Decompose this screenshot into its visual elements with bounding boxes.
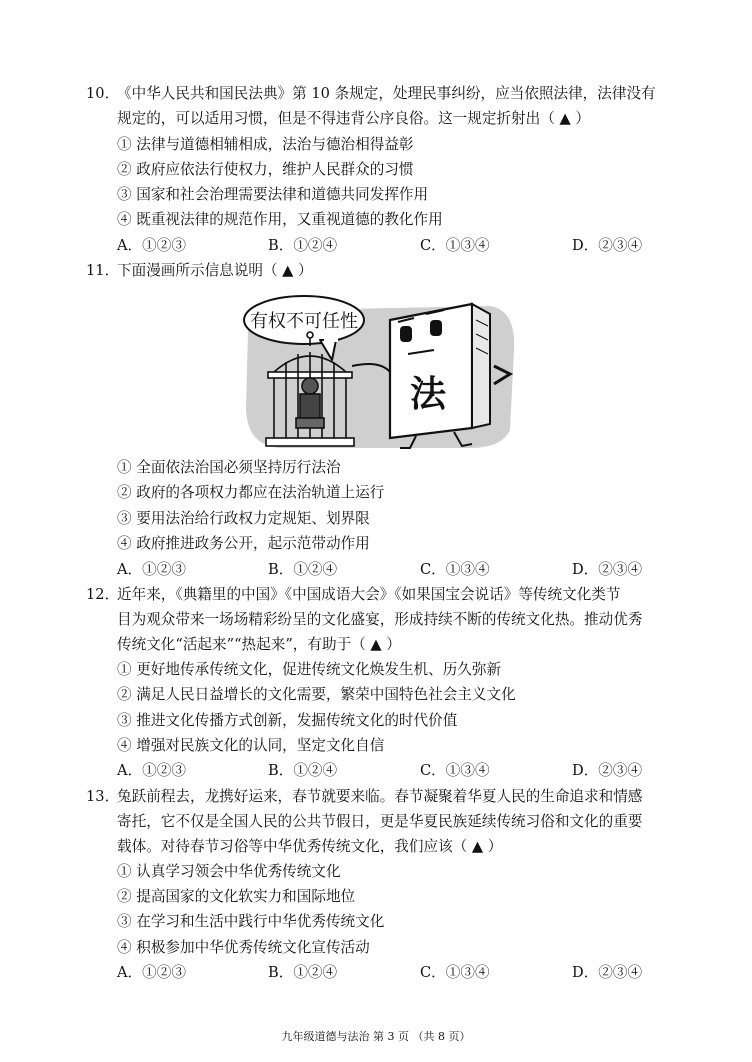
choice-c: C．①③④ <box>420 561 490 578</box>
choice-b: B．①②④ <box>268 964 338 981</box>
choice-c: C．①③④ <box>420 762 490 779</box>
option-3: ③ 在学习和生活中践行中华优秀传统文化 <box>117 913 385 930</box>
option-4: ④ 积极参加中华优秀传统文化宣传活动 <box>117 939 370 956</box>
option-2: ② 政府应依法行使权力，维护人民群众的习惯 <box>117 161 414 178</box>
option-2: ② 满足人民日益增长的文化需要，繁荣中国特色社会主义文化 <box>117 686 516 703</box>
option-3: ③ 要用法治给行政权力定规矩、划界限 <box>117 510 370 527</box>
choice-c: C．①③④ <box>420 964 490 981</box>
choice-b: B．①②④ <box>268 762 338 779</box>
option-1: ① 法律与道德相辅相成，法治与德治相得益彰 <box>117 136 414 153</box>
question-number: 11． <box>86 262 120 279</box>
choice-a: A．①②③ <box>117 237 186 254</box>
question-stem-line: 寄托，它不仅是全国人民的公共节假日，更是华夏民族延续传统习俗和文化的重要 <box>117 813 643 830</box>
choice-b: B．①②④ <box>268 237 338 254</box>
option-4: ④ 政府推进政务公开，起示范带动作用 <box>117 535 370 552</box>
choice-d: D．②③④ <box>572 964 643 981</box>
option-1: ① 认真学习领会中华优秀传统文化 <box>117 863 341 880</box>
choice-a: A．①②③ <box>117 964 186 981</box>
choice-a: A．①②③ <box>117 762 186 779</box>
question-stem-line: 传统文化“活起来”“热起来”，有助于（ ▲ ） <box>117 636 401 653</box>
question-stem-line: 目为观众带来一场场精彩纷呈的文化盛宴，形成持续不断的传统文化热。推动优秀 <box>117 611 643 628</box>
question-number: 12． <box>86 586 120 603</box>
option-2: ② 政府的各项权力都应在法治轨道上运行 <box>117 484 385 501</box>
option-3: ③ 国家和社会治理需要法律和道德共同发挥作用 <box>117 186 429 203</box>
choice-a: A．①②③ <box>117 561 186 578</box>
option-4: ④ 增强对民族文化的认同，坚定文化自信 <box>117 737 385 754</box>
question-stem-line: 兔跃前程去，龙携好运来，春节就要来临。春节凝聚着华夏人民的生命追求和情感 <box>117 788 643 805</box>
cartoon-illustration <box>240 290 520 450</box>
option-1: ① 全面依法治国必须坚持厉行法治 <box>117 459 341 476</box>
choice-c: C．①③④ <box>420 237 490 254</box>
page-footer: 九年级道德与法治 第 3 页 （共 8 页） <box>281 1030 471 1043</box>
choice-b: B．①②④ <box>268 561 338 578</box>
choice-d: D．②③④ <box>572 237 643 254</box>
choice-d: D．②③④ <box>572 561 643 578</box>
question-number: 10． <box>86 85 120 102</box>
question-stem-line: 载体。对待春节习俗等中华优秀传统文化，我们应该（ ▲ ） <box>117 838 503 855</box>
option-2: ② 提高国家的文化软实力和国际地位 <box>117 888 356 905</box>
book-title-text: 法 <box>409 374 447 415</box>
option-4: ④ 既重视法律的规范作用，又重视道德的教化作用 <box>117 211 443 228</box>
question-stem-line: 《中华人民共和国民法典》第 10 条规定，处理民事纠纷，应当依照法律，法律没有 <box>117 85 656 102</box>
question-stem-line: 近年来，《典籍里的中国》《中国成语大会》《如果国宝会说话》等传统文化类节 <box>117 586 621 603</box>
option-1: ① 更好地传承传统文化，促进传统文化焕发生机、历久弥新 <box>117 661 502 678</box>
speech-bubble-text: 有权不可任性 <box>250 311 358 332</box>
choice-d: D．②③④ <box>572 762 643 779</box>
question-stem-line: 规定的，可以适用习惯，但是不得违背公序良俗。这一规定折射出（ ▲ ） <box>117 110 590 127</box>
question-number: 13． <box>86 788 120 805</box>
question-stem-line: 下面漫画所示信息说明（ ▲ ） <box>117 262 313 279</box>
option-3: ③ 推进文化传播方式创新，发掘传统文化的时代价值 <box>117 712 458 729</box>
